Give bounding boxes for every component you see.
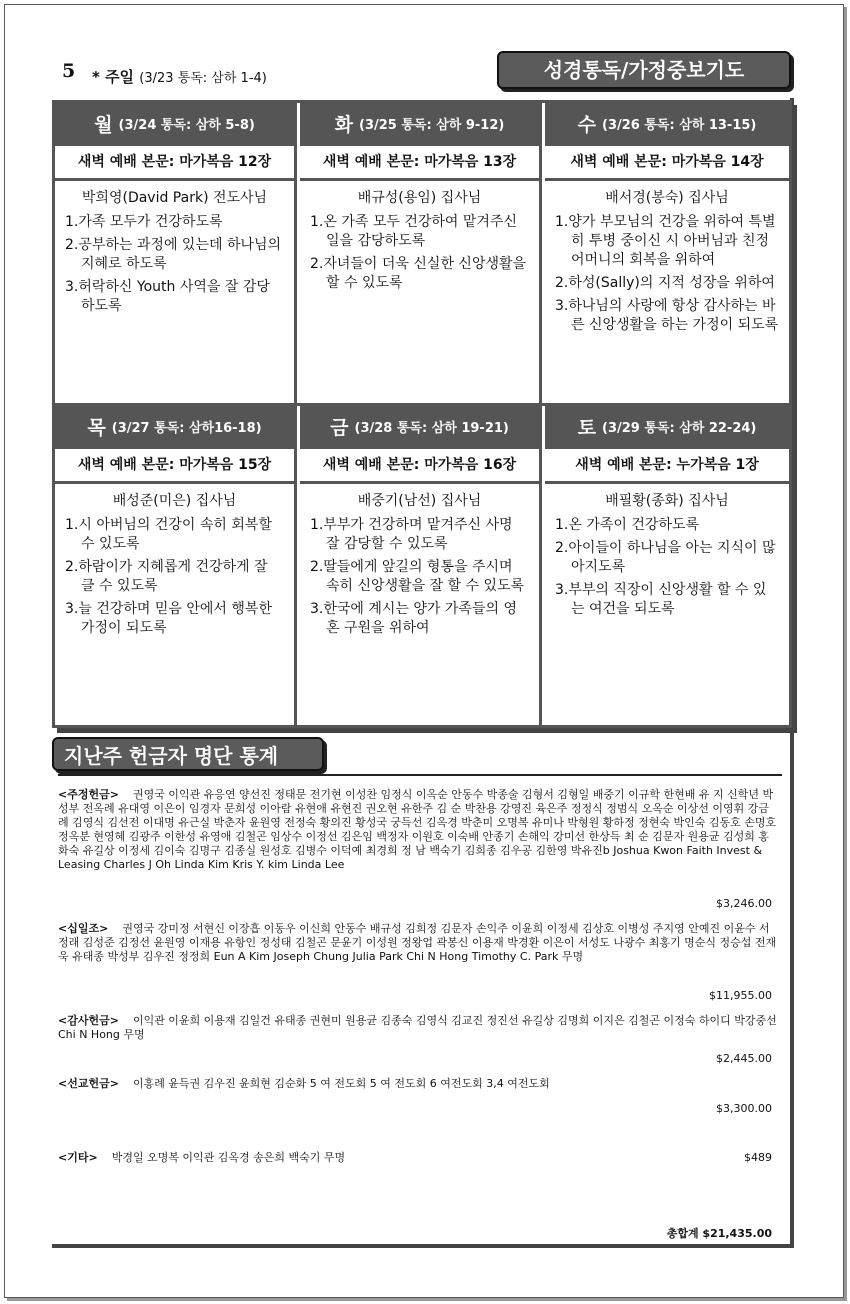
sunday-reading-text: (3/23 통독: 삼하 1-4) bbox=[139, 71, 267, 86]
prayer-item: 1.온 가족 모두 건강하여 맡겨주신 일을 감당하도록 bbox=[310, 214, 517, 249]
offering-group-other bbox=[58, 1151, 778, 1165]
group-label: <주정헌금> bbox=[58, 788, 119, 801]
group-amount: $3,246.00 bbox=[716, 897, 772, 910]
scripture-text: 새벽 예배 본문: 누가복음 1장 bbox=[545, 446, 789, 484]
day-cell-wed bbox=[545, 103, 789, 403]
offering-group-mission bbox=[58, 1077, 778, 1091]
family-name: 배규성(용임) 집사님 bbox=[357, 190, 482, 206]
scripture-text: 새벽 예배 본문: 마가복음 12장 bbox=[55, 143, 294, 181]
day-reading: (3/27 통독: 삼하16-18) bbox=[111, 420, 262, 436]
day-header bbox=[55, 103, 294, 143]
family-name: 배중기(남선) 집사님 bbox=[357, 493, 482, 509]
day-reading: (3/28 통독: 삼하 19-21) bbox=[354, 420, 509, 436]
group-names: 박경일 오명복 이익관 김옥경 송은희 백숙기 무명 bbox=[111, 1151, 346, 1164]
prayer-item: 2.공부하는 과정에 있는데 하나님의 지혜로 하도록 bbox=[65, 237, 282, 272]
group-names: 권영국 이익관 유응연 양선진 정태문 전기현 이성찬 임정식 이옥순 안동수 박종술 김형서 김형일 배중기 이규학 한현배 유 지 신학년 박성부 전옥례 유대영 이은이 임경자 문희성 이아람 유현애 유현진 권오현 유한주 김 순 박찬용 강영진 육은주 정정식 정범식 오옥순 이상선 이영휘 강금례 김영식 김선전 이대명 유근실 박춘자 윤원영 전정숙 황의진 황성국 궁득선 김옥경 박춘미 오명복 유미나 박형원 황하정 정현숙 박인숙 김동호 손명호 정옥분 현영혜 김광주 이한성 유영애 김철곤 임상수 이정선 김은임 백정자 이원호 이숙배 안종기 손해익 강미선 한상득 최 순 김문자 원용균 김성희 홍화숙 유길상 이정세 김이숙 김명구 김종실 원성호 김병수 이덕예 최경희 정 남 백숙기 김희종 김우공 김한영 박유진b Joshua Kwon Faith Invest & Leasing Charles J Oh Linda Kim Kris Y. kim Linda Lee bbox=[58, 788, 777, 871]
sunday-reading bbox=[92, 66, 267, 87]
prayer-item: 2.딸들에게 앞길의 형통을 주시며 속히 신앙생활을 잘 할 수 있도록 bbox=[310, 559, 525, 594]
prayer-item: 3.허락하신 Youth 사역을 잘 감당 하도록 bbox=[65, 279, 270, 314]
prayer-item: 3.늘 건강하며 믿음 안에서 행복한 가정이 되도록 bbox=[65, 601, 272, 636]
day-header bbox=[55, 406, 294, 446]
day-name: 수 bbox=[577, 113, 596, 136]
day-name: 토 bbox=[577, 416, 596, 439]
group-names: 권영국 강미정 서현신 이장흡 이동우 이신희 안동수 배규성 김희정 김문자 손익주 이윤희 이정세 김상호 이병성 주지영 안예진 이윤수 서정래 김성준 김정선 윤원영 이재용 유항인 정성태 김철곤 문윤기 이성원 정왕업 곽봉신 이용재 박경환 이은이 서성도 나광수 최홍기 명순식 정승섭 전재욱 유태종 박성부 김우진 정정희 Eun A Kim Joseph Chung Julia Park Chi N Hong Timothy C. Park 무명 bbox=[58, 922, 777, 963]
group-amount: $2,445.00 bbox=[716, 1052, 772, 1065]
prayer-item: 3.한국에 계시는 양가 가족들의 영혼 구원을 위하여 bbox=[310, 601, 517, 636]
group-amount: $3,300.00 bbox=[716, 1102, 772, 1115]
scripture-text: 새벽 예배 본문: 마가복음 16장 bbox=[300, 446, 539, 484]
day-reading: (3/26 통독: 삼하 13-15) bbox=[602, 117, 757, 133]
day-cell-sat bbox=[545, 406, 789, 725]
day-name: 화 bbox=[334, 113, 354, 136]
family-name: 배서경(봉숙) 집사님 bbox=[605, 190, 729, 206]
prayer-item: 2.하성(Sally)의 지적 성장을 위하여 bbox=[555, 275, 775, 291]
prayer-item: 2.아이들이 하나님을 아는 지식이 많아지도록 bbox=[555, 540, 776, 575]
prayer-grid bbox=[52, 100, 792, 728]
day-cell-fri bbox=[300, 406, 542, 725]
family-name: 박희영(David Park) 전도사님 bbox=[81, 190, 268, 206]
prayer-item: 3.부부의 직장이 신앙생활 할 수 있는 여건을 되도록 bbox=[555, 582, 767, 617]
day-cell-tue bbox=[300, 103, 542, 403]
day-reading: (3/25 통독: 삼하 9-12) bbox=[359, 117, 505, 133]
prayer-item: 1.시 아버님의 건강이 속히 회복할 수 있도록 bbox=[65, 517, 272, 552]
group-label: <십일조> bbox=[58, 922, 109, 935]
group-names: 이홍례 윤득권 김우진 윤희현 김순화 5 여 전도회 5 여 전도회 6 여전도회 3,4 여전도회 bbox=[132, 1077, 550, 1090]
prayer-item: 1.양가 부모님의 건강을 위하여 특별히 투병 중이신 시 아버님과 친정어머니의 회복을 위하여 bbox=[555, 214, 776, 268]
prayer-item: 1.온 가족이 건강하도록 bbox=[555, 517, 699, 533]
scripture-text: 새벽 예배 본문: 마가복음 13장 bbox=[300, 143, 539, 181]
group-amount: $489 bbox=[744, 1151, 772, 1164]
family-name: 배성준(미은) 집사님 bbox=[112, 493, 237, 509]
offering-rule bbox=[58, 774, 782, 776]
day-name: 목 bbox=[87, 416, 106, 439]
group-label: <선교헌금> bbox=[58, 1077, 119, 1090]
group-label: <감사헌금> bbox=[58, 1014, 119, 1027]
offering-group-tithe bbox=[58, 922, 778, 964]
section-title-bible-reading: 성경통독/가정중보기도 bbox=[497, 51, 791, 89]
prayer-item: 1.부부가 건강하며 맡겨주신 사명 잘 감당할 수 있도록 bbox=[310, 517, 513, 552]
family-name: 배필황(종화) 집사님 bbox=[605, 493, 729, 509]
offering-group-thanks bbox=[58, 1014, 778, 1042]
group-names: 이익관 이윤희 이용재 김일건 유태종 권현미 원용균 김종숙 김영식 김교진 정진선 유길상 김명희 이지은 김철곤 이정숙 하이디 박강중선 Chi N Hong 무명 bbox=[58, 1014, 777, 1041]
prayer-item: 3.하나님의 사랑에 항상 감사하는 바른 신앙생활을 하는 가정이 되도록 bbox=[555, 298, 779, 333]
prayer-item: 2.하람이가 지혜롭게 건강하게 잘 클 수 있도록 bbox=[65, 559, 268, 594]
sunday-label: * 주일 bbox=[92, 68, 135, 86]
day-name: 월 bbox=[94, 113, 113, 136]
scripture-text: 새벽 예배 본문: 마가복음 14장 bbox=[545, 143, 789, 181]
offering-total: 총합계 $21,435.00 bbox=[666, 1227, 772, 1240]
day-header bbox=[545, 103, 789, 143]
section-title-offering: 지난주 헌금자 명단 통계 bbox=[52, 737, 324, 771]
group-amount: $11,955.00 bbox=[709, 989, 772, 1002]
day-name: 금 bbox=[330, 416, 349, 439]
day-header bbox=[300, 406, 539, 446]
prayer-item: 2.자녀들이 더욱 신실한 신앙생활을 할 수 있도록 bbox=[310, 256, 527, 291]
group-label: <기타> bbox=[58, 1151, 98, 1164]
bottom-rule bbox=[52, 1244, 794, 1248]
day-cell-thu bbox=[55, 406, 297, 725]
prayer-item: 1.가족 모두가 건강하도록 bbox=[65, 214, 223, 230]
scripture-text: 새벽 예배 본문: 마가복음 15장 bbox=[55, 446, 294, 484]
page-number: 5 bbox=[62, 60, 76, 82]
offering-group-weekly bbox=[58, 788, 778, 872]
day-cell-mon bbox=[55, 103, 297, 403]
day-reading: (3/24 통독: 삼하 5-8) bbox=[118, 117, 255, 133]
day-header bbox=[300, 103, 539, 143]
day-reading: (3/29 통독: 삼하 22-24) bbox=[602, 420, 757, 436]
day-header bbox=[545, 406, 789, 446]
